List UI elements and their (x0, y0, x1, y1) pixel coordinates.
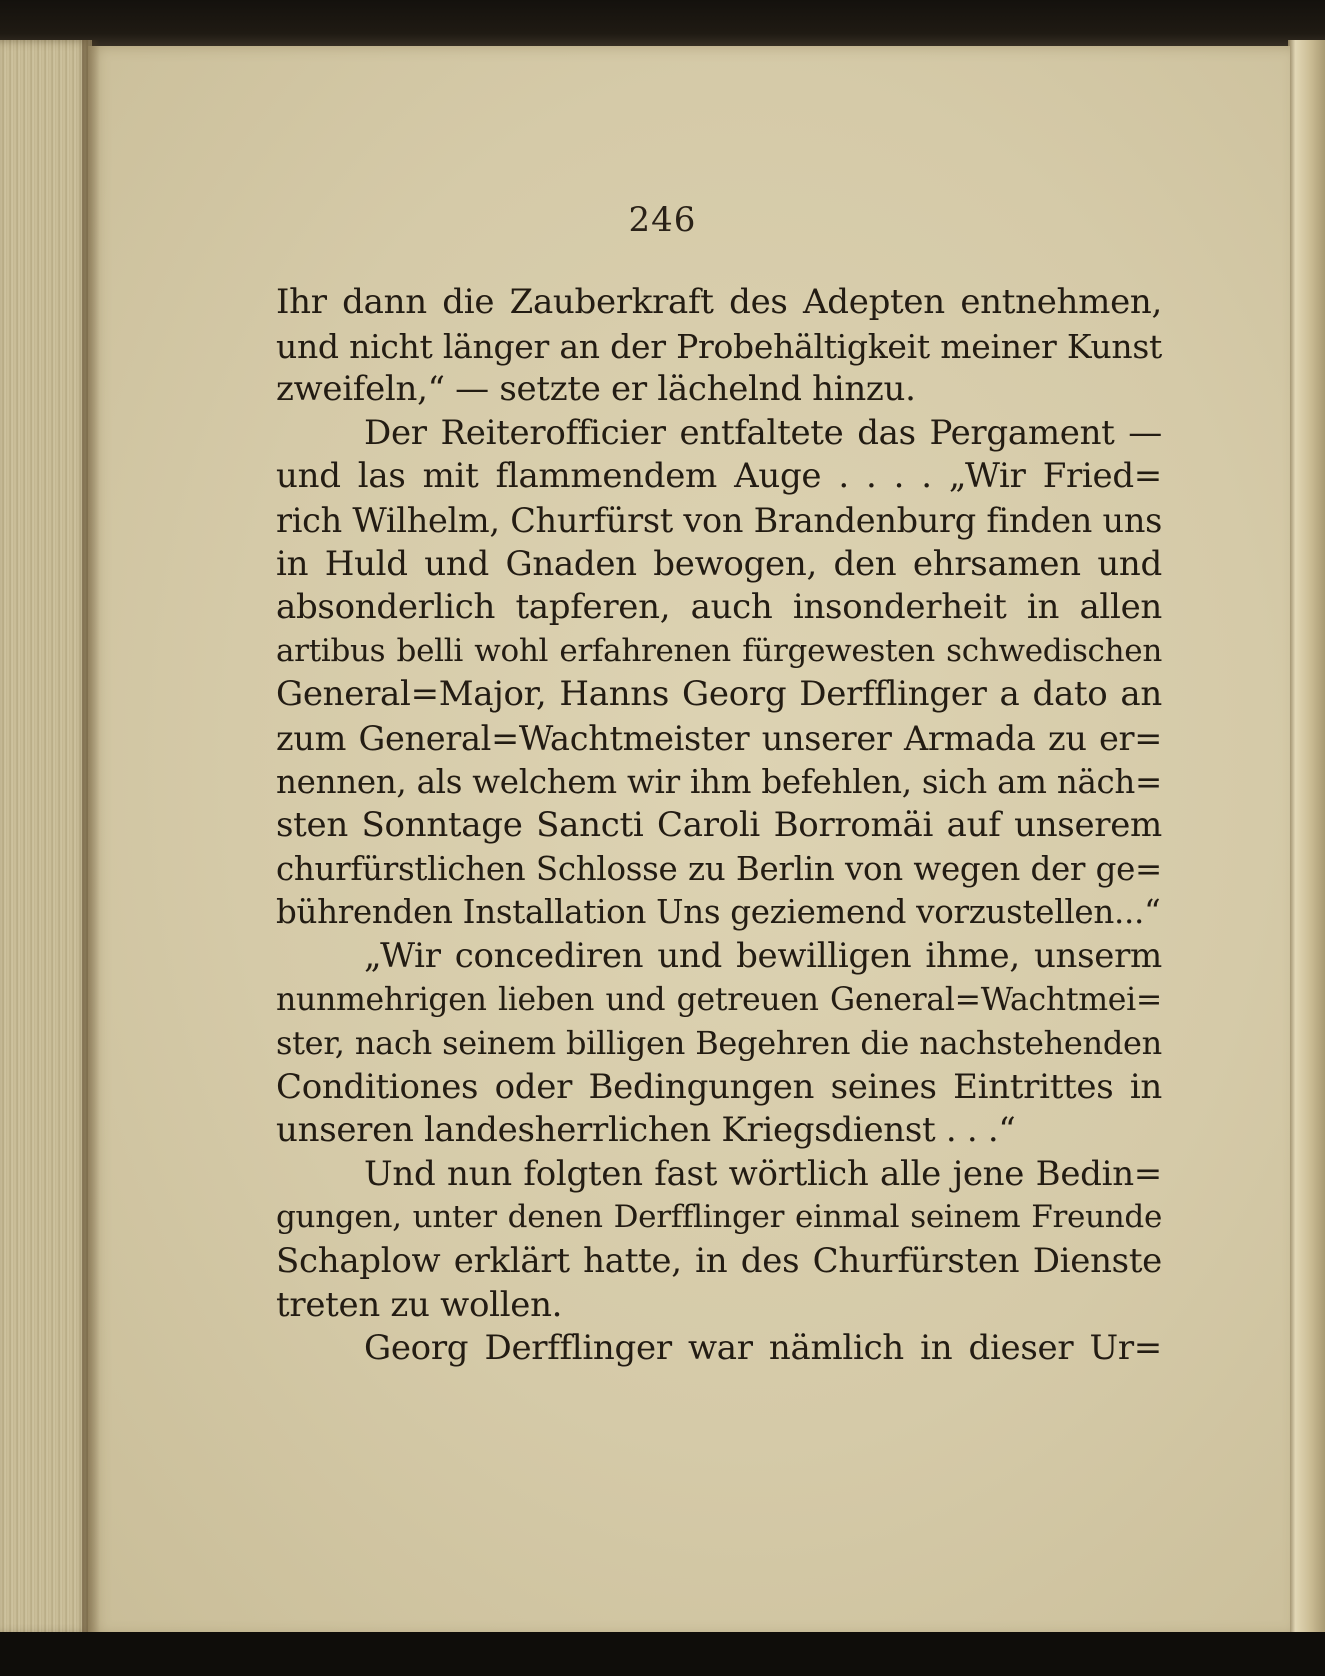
text-line: gungen, unter denen Derfflinger einmal seinem Freunde (276, 1199, 1162, 1236)
text-line: ster, nach seinem billigen Begehren die nachstehenden (276, 1024, 1162, 1063)
text-line: General=Major, Hanns Georg Derfflinger a dato an (276, 674, 1162, 715)
text-line: Ihr dann die Zauberkraft des Adepten entnehmen, (276, 282, 1162, 322)
text-line: Conditiones oder Bedingungen seines Eintrittes in (276, 1066, 1162, 1107)
text-line: treten zu wollen. (276, 1284, 563, 1325)
text-line: und nicht länger an der Probehältigkeit meiner Kunst (276, 326, 1162, 366)
paragraph-start-line: „Wir concediren und bewilligen ihme, unserm (364, 935, 1162, 976)
book-bottom-edge (0, 1632, 1325, 1676)
text-line: nennen, als welchem wir ihm befehlen, sich am näch= (276, 762, 1162, 801)
text-line: nunmehrigen lieben und getreuen General=Wachtmei= (276, 981, 1162, 1018)
paragraph-start-line: Der Reiterofficier entfaltete das Pergament — (364, 412, 1162, 453)
text-line: zum General=Wachtmeister unserer Armada zu er= (276, 718, 1162, 758)
text-line: sten Sonntage Sancti Caroli Borromäi auf unserem (276, 805, 1162, 846)
text-line: in Huld und Gnaden bewogen, den ehrsamen und (276, 543, 1162, 584)
text-line: churfürstlichen Schlosse zu Berlin von wegen der ge= (276, 849, 1162, 888)
page-number: 246 (628, 200, 697, 240)
paragraph-start-line: Georg Derfflinger war nämlich in dieser Ur= (364, 1328, 1162, 1369)
text-line: zweifeln,“ — setzte er lächelnd hinzu. (276, 369, 916, 410)
book-page-edges (0, 40, 92, 1635)
text-line: absonderlich tapferen, auch insonderheit in allen (276, 587, 1162, 628)
text-line: und las mit flammendem Auge . . . . „Wir Fried= (276, 456, 1162, 497)
book-right-edge (1288, 40, 1325, 1635)
book-top-edge (0, 0, 1325, 48)
page-text (276, 281, 1162, 1371)
paragraph-start-line: Und nun folgten fast wörtlich alle jene Bedin= (364, 1153, 1162, 1194)
text-line: unseren landesherrlichen Kriegsdienst . . .“ (276, 1110, 1016, 1151)
spine-shadow (82, 40, 100, 1635)
text-line: artibus belli wohl erfahrenen fürgewesten schwedischen (276, 632, 1162, 669)
text-line: Schaplow erklärt hatte, in des Churfürsten Dienste (276, 1241, 1162, 1282)
text-line: bührenden Installation Uns geziemend vorzustellen...“ (276, 893, 1161, 932)
text-line: rich Wilhelm, Churfürst von Brandenburg finden uns (276, 500, 1162, 540)
